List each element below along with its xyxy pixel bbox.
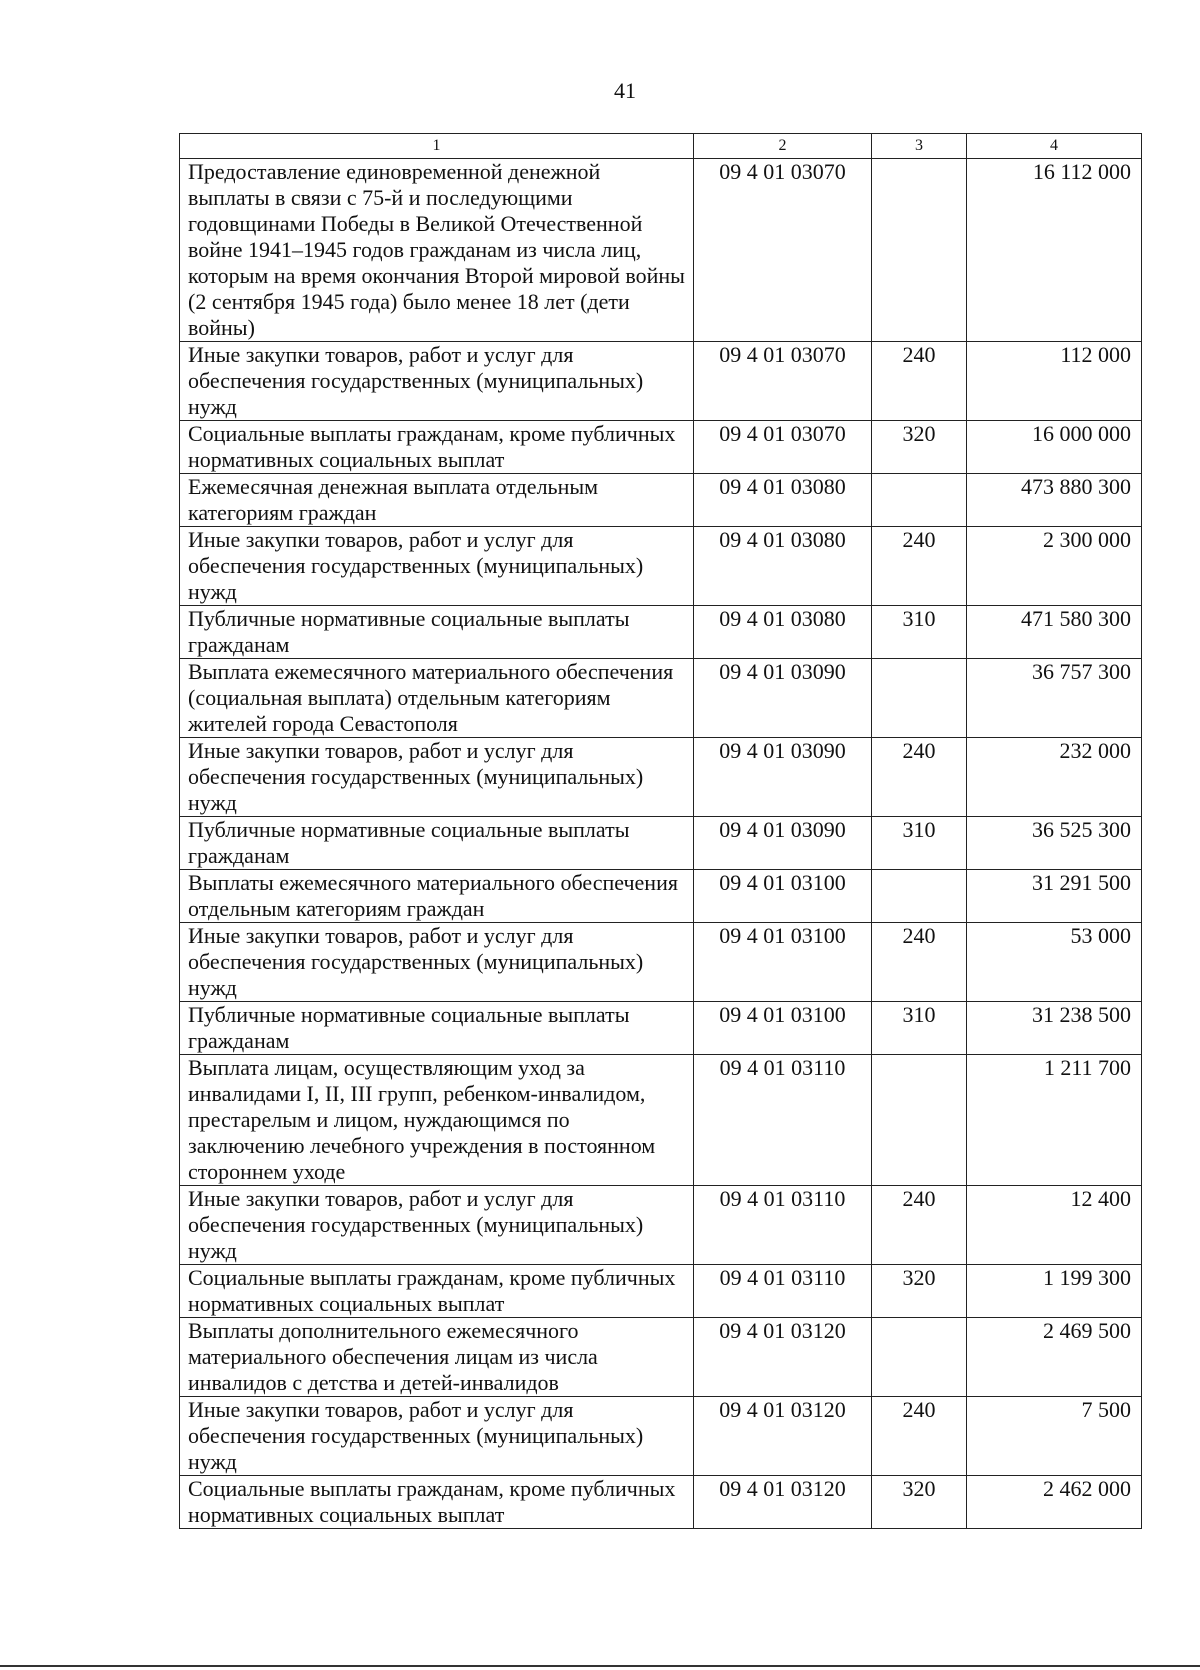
target-code-cell: 09 4 01 03120	[694, 1397, 872, 1476]
item-name-cell: Публичные нормативные социальные выплаты гражданам	[180, 1002, 694, 1055]
target-code-cell: 09 4 01 03070	[694, 421, 872, 474]
table-row	[180, 1002, 1142, 1055]
amount-cell: 473 880 300	[967, 474, 1142, 527]
bottom-divider	[0, 1665, 1200, 1667]
target-code-cell: 09 4 01 03100	[694, 1002, 872, 1055]
target-code-cell: 09 4 01 03120	[694, 1318, 872, 1397]
target-code-cell: 09 4 01 03100	[694, 870, 872, 923]
table-row	[180, 1186, 1142, 1265]
expense-type-cell: 310	[872, 817, 967, 870]
table-header-row	[180, 134, 1142, 159]
amount-cell: 7 500	[967, 1397, 1142, 1476]
item-name-cell: Публичные нормативные социальные выплаты гражданам	[180, 817, 694, 870]
target-code-cell: 09 4 01 03070	[694, 159, 872, 342]
target-code-cell: 09 4 01 03110	[694, 1055, 872, 1186]
expense-type-cell: 240	[872, 1397, 967, 1476]
column-header-3: 3	[872, 134, 967, 159]
column-header-2: 2	[694, 134, 872, 159]
table-row	[180, 1055, 1142, 1186]
column-header-4: 4	[967, 134, 1142, 159]
item-name-cell: Иные закупки товаров, работ и услуг для обеспечения государственных (муниципальных) нужд	[180, 1186, 694, 1265]
amount-cell: 53 000	[967, 923, 1142, 1002]
target-code-cell: 09 4 01 03080	[694, 606, 872, 659]
target-code-cell: 09 4 01 03070	[694, 342, 872, 421]
item-name-cell: Иные закупки товаров, работ и услуг для обеспечения государственных (муниципальных) нужд	[180, 342, 694, 421]
amount-cell: 112 000	[967, 342, 1142, 421]
expense-type-cell	[872, 1055, 967, 1186]
item-name-cell: Иные закупки товаров, работ и услуг для обеспечения государственных (муниципальных) нужд	[180, 738, 694, 817]
amount-cell: 2 462 000	[967, 1476, 1142, 1529]
amount-cell: 12 400	[967, 1186, 1142, 1265]
table-row	[180, 159, 1142, 342]
amount-cell: 36 525 300	[967, 817, 1142, 870]
item-name-cell: Социальные выплаты гражданам, кроме публичных нормативных социальных выплат	[180, 421, 694, 474]
expense-type-cell	[872, 870, 967, 923]
expense-type-cell	[872, 1318, 967, 1397]
target-code-cell: 09 4 01 03090	[694, 817, 872, 870]
expense-type-cell: 240	[872, 923, 967, 1002]
amount-cell: 2 300 000	[967, 527, 1142, 606]
expense-type-cell: 240	[872, 1186, 967, 1265]
item-name-cell: Выплата лицам, осуществляющим уход за инвалидами I, II, III групп, ребенком-инвалидом, престарелым и лицом, нуждающимся по заключению лечебного учреждения в постоянном стороннем уходе	[180, 1055, 694, 1186]
expense-type-cell: 320	[872, 1265, 967, 1318]
amount-cell: 1 211 700	[967, 1055, 1142, 1186]
table-row	[180, 923, 1142, 1002]
amount-cell: 31 291 500	[967, 870, 1142, 923]
expense-type-cell	[872, 659, 967, 738]
table-body	[180, 159, 1142, 1529]
table-row	[180, 659, 1142, 738]
expense-type-cell: 320	[872, 1476, 967, 1529]
expense-type-cell: 240	[872, 342, 967, 421]
target-code-cell: 09 4 01 03120	[694, 1476, 872, 1529]
target-code-cell: 09 4 01 03100	[694, 923, 872, 1002]
amount-cell: 31 238 500	[967, 1002, 1142, 1055]
expense-type-cell: 240	[872, 738, 967, 817]
amount-cell: 232 000	[967, 738, 1142, 817]
column-header-1: 1	[180, 134, 694, 159]
amount-cell: 1 199 300	[967, 1265, 1142, 1318]
item-name-cell: Предоставление единовременной денежной выплаты в связи с 75-й и последующими годовщинами Победы в Великой Отечественной войне 1941–1945 годов гражданам из числа лиц, которым на время окончания Второй мировой войны (2 сентября 1945 года) было менее 18 лет (дети войны)	[180, 159, 694, 342]
item-name-cell: Иные закупки товаров, работ и услуг для обеспечения государственных (муниципальных) нужд	[180, 923, 694, 1002]
amount-cell: 2 469 500	[967, 1318, 1142, 1397]
target-code-cell: 09 4 01 03090	[694, 738, 872, 817]
amount-cell: 471 580 300	[967, 606, 1142, 659]
expense-type-cell: 310	[872, 1002, 967, 1055]
target-code-cell: 09 4 01 03090	[694, 659, 872, 738]
item-name-cell: Выплаты дополнительного ежемесячного материального обеспечения лицам из числа инвалидов с детства и детей-инвалидов	[180, 1318, 694, 1397]
table-row	[180, 1265, 1142, 1318]
item-name-cell: Выплата ежемесячного материального обеспечения (социальная выплата) отдельным категориям жителей города Севастополя	[180, 659, 694, 738]
item-name-cell: Социальные выплаты гражданам, кроме публичных нормативных социальных выплат	[180, 1476, 694, 1529]
table-row	[180, 474, 1142, 527]
item-name-cell: Выплаты ежемесячного материального обеспечения отдельным категориям граждан	[180, 870, 694, 923]
expense-type-cell: 320	[872, 421, 967, 474]
table-row	[180, 527, 1142, 606]
page-number: 41	[614, 78, 636, 103]
target-code-cell: 09 4 01 03080	[694, 474, 872, 527]
table-row	[180, 817, 1142, 870]
target-code-cell: 09 4 01 03110	[694, 1186, 872, 1265]
item-name-cell: Социальные выплаты гражданам, кроме публичных нормативных социальных выплат	[180, 1265, 694, 1318]
target-code-cell: 09 4 01 03080	[694, 527, 872, 606]
expense-type-cell: 310	[872, 606, 967, 659]
table-row	[180, 606, 1142, 659]
amount-cell: 16 000 000	[967, 421, 1142, 474]
expense-type-cell	[872, 159, 967, 342]
table-row	[180, 342, 1142, 421]
expense-type-cell: 240	[872, 527, 967, 606]
table-row	[180, 1397, 1142, 1476]
item-name-cell: Ежемесячная денежная выплата отдельным категориям граждан	[180, 474, 694, 527]
table-row	[180, 738, 1142, 817]
amount-cell: 16 112 000	[967, 159, 1142, 342]
expense-type-cell	[872, 474, 967, 527]
table-row	[180, 870, 1142, 923]
table-row	[180, 421, 1142, 474]
target-code-cell: 09 4 01 03110	[694, 1265, 872, 1318]
amount-cell: 36 757 300	[967, 659, 1142, 738]
table-row	[180, 1476, 1142, 1529]
item-name-cell: Публичные нормативные социальные выплаты гражданам	[180, 606, 694, 659]
table-row	[180, 1318, 1142, 1397]
item-name-cell: Иные закупки товаров, работ и услуг для обеспечения государственных (муниципальных) нужд	[180, 1397, 694, 1476]
item-name-cell: Иные закупки товаров, работ и услуг для обеспечения государственных (муниципальных) нужд	[180, 527, 694, 606]
budget-table	[179, 133, 1142, 1529]
